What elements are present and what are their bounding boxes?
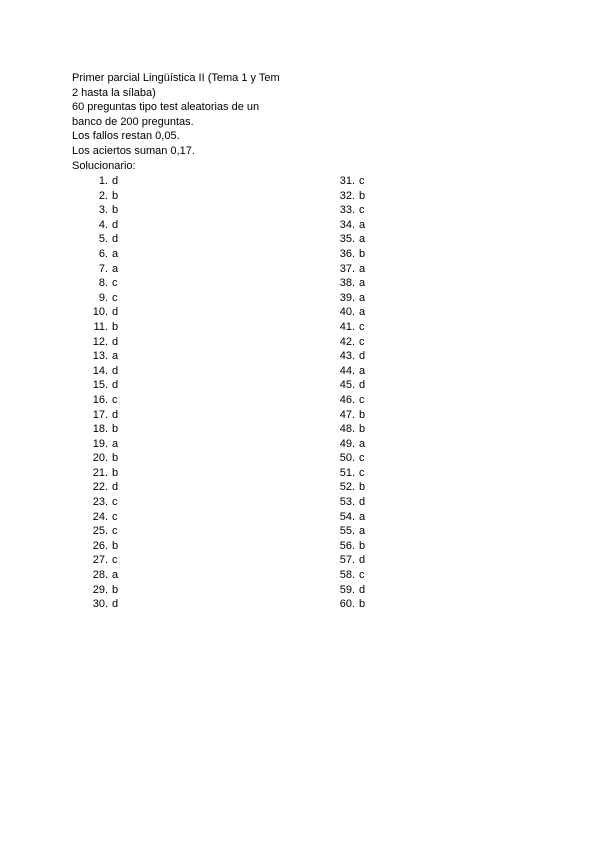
question-number: 51. xyxy=(339,466,355,479)
answer-letter: d xyxy=(112,233,119,246)
answer-row xyxy=(88,349,118,364)
answer-row xyxy=(88,480,118,495)
question-number: 43. xyxy=(339,350,355,363)
answer-letter: d xyxy=(359,583,366,596)
answer-row xyxy=(335,305,365,320)
answer-letter: b xyxy=(359,408,366,421)
answer-row xyxy=(335,232,365,247)
answer-row xyxy=(335,291,365,306)
answer-row xyxy=(335,218,365,233)
answer-row xyxy=(88,335,118,350)
answer-letter: c xyxy=(359,204,365,217)
answer-row xyxy=(88,451,118,466)
question-number: 12. xyxy=(92,335,108,348)
question-number: 6. xyxy=(98,247,108,260)
answer-row xyxy=(335,480,365,495)
question-number: 54. xyxy=(339,510,355,523)
question-number: 52. xyxy=(339,481,355,494)
answer-letter: d xyxy=(112,306,119,319)
penalty-text: Los fallos restan 0,05. xyxy=(72,130,180,143)
answer-row xyxy=(335,349,365,364)
answer-row xyxy=(88,203,118,218)
question-number: 11. xyxy=(93,320,108,333)
answer-row xyxy=(335,422,365,437)
answer-letter: c xyxy=(359,320,365,333)
answer-row xyxy=(335,364,365,379)
answers-column-left xyxy=(88,174,118,612)
answer-row xyxy=(335,335,365,350)
answer-row xyxy=(88,597,118,612)
title-line-2: 2 hasta la sílaba) xyxy=(72,86,156,99)
answer-letter: b xyxy=(112,204,119,217)
answer-letter: a xyxy=(112,350,119,363)
answer-letter: d xyxy=(112,598,119,611)
answer-row xyxy=(88,524,118,539)
question-number: 58. xyxy=(339,569,355,582)
solutions-label: Solucionario: xyxy=(72,159,136,172)
answers-column-right xyxy=(335,174,365,612)
question-number: 44. xyxy=(339,364,355,377)
answer-letter: b xyxy=(112,452,119,465)
question-number: 34. xyxy=(339,218,355,231)
question-number: 7. xyxy=(98,262,108,275)
answer-row xyxy=(335,553,365,568)
question-number: 42. xyxy=(339,335,355,348)
answer-row xyxy=(88,437,118,452)
answer-letter: b xyxy=(112,189,119,202)
question-number: 38. xyxy=(339,277,355,290)
answer-letter: b xyxy=(112,466,119,479)
question-number: 13. xyxy=(92,350,108,363)
question-number: 17. xyxy=(92,408,108,421)
answer-row xyxy=(335,510,365,525)
answer-row xyxy=(88,568,118,583)
answer-row xyxy=(88,174,118,189)
answer-letter: b xyxy=(359,189,366,202)
question-number: 24. xyxy=(92,510,108,523)
question-number: 22. xyxy=(92,481,108,494)
answer-letter: a xyxy=(359,233,366,246)
question-number: 27. xyxy=(92,554,108,567)
answer-letter: b xyxy=(112,423,119,436)
answer-letter: d xyxy=(112,218,119,231)
question-number: 4. xyxy=(98,218,108,231)
answer-letter: c xyxy=(112,277,118,290)
answer-row xyxy=(88,408,118,423)
answer-letter: c xyxy=(359,393,365,406)
question-number: 53. xyxy=(339,496,355,509)
answer-letter: c xyxy=(359,175,365,187)
answer-row xyxy=(88,422,118,437)
answer-letter: d xyxy=(359,554,366,567)
question-number: 56. xyxy=(339,539,355,552)
question-number: 57. xyxy=(339,554,355,567)
question-number: 50. xyxy=(339,452,355,465)
answer-row xyxy=(335,408,365,423)
question-number: 1. xyxy=(98,175,108,187)
answer-letter: c xyxy=(112,393,118,406)
question-number: 19. xyxy=(92,437,108,450)
answer-letter: a xyxy=(359,262,366,275)
document-header xyxy=(72,71,280,173)
question-number: 35. xyxy=(339,233,355,246)
answer-letter: d xyxy=(112,379,119,392)
answer-row xyxy=(88,466,118,481)
answer-letter: c xyxy=(359,569,365,582)
answer-row xyxy=(335,539,365,554)
answer-letter: a xyxy=(359,525,366,538)
answer-row xyxy=(335,524,365,539)
answer-row xyxy=(88,218,118,233)
answer-letter: d xyxy=(359,496,366,509)
answer-letter: a xyxy=(359,218,366,231)
answer-letter: b xyxy=(359,598,366,611)
question-number: 47. xyxy=(339,408,355,421)
answer-row xyxy=(335,597,365,612)
answer-letter: a xyxy=(112,569,119,582)
answer-row xyxy=(88,583,118,598)
answer-row xyxy=(88,291,118,306)
info-line-1: 60 preguntas tipo test aleatorias de un xyxy=(72,101,260,114)
answer-letter: a xyxy=(359,277,366,290)
question-number: 48. xyxy=(339,423,355,436)
answer-row xyxy=(88,510,118,525)
answer-letter: c xyxy=(359,335,365,348)
reward-text: Los aciertos suman 0,17. xyxy=(72,144,195,157)
answer-letter: d xyxy=(359,379,366,392)
question-number: 14. xyxy=(92,364,108,377)
answer-row xyxy=(335,495,365,510)
answer-letter: b xyxy=(359,423,366,436)
question-number: 31. xyxy=(339,175,355,187)
answer-row xyxy=(335,378,365,393)
answer-letter: a xyxy=(359,291,366,304)
answer-letter: a xyxy=(359,437,366,450)
answer-letter: a xyxy=(359,510,366,523)
answer-letter: d xyxy=(112,364,119,377)
answer-letter: b xyxy=(359,481,366,494)
answer-row xyxy=(88,320,118,335)
answer-letter: c xyxy=(359,452,365,465)
answer-row xyxy=(335,437,365,452)
answer-row xyxy=(88,276,118,291)
question-number: 8. xyxy=(98,277,108,290)
question-number: 60. xyxy=(339,598,355,611)
question-number: 55. xyxy=(339,525,355,538)
answer-letter: c xyxy=(112,525,118,538)
question-number: 18. xyxy=(92,423,108,436)
answer-row xyxy=(335,568,365,583)
answer-letter: b xyxy=(112,583,119,596)
question-number: 20. xyxy=(92,452,108,465)
answer-row xyxy=(335,189,365,204)
question-number: 33. xyxy=(339,204,355,217)
answer-row xyxy=(335,451,365,466)
answer-row xyxy=(88,539,118,554)
question-number: 29. xyxy=(92,583,108,596)
answer-letter: b xyxy=(112,320,119,333)
question-number: 49. xyxy=(339,437,355,450)
question-number: 3. xyxy=(98,204,108,217)
question-number: 28. xyxy=(92,569,108,582)
answer-row xyxy=(335,393,365,408)
question-number: 21. xyxy=(92,466,108,479)
answer-letter: c xyxy=(112,291,118,304)
answer-row xyxy=(335,174,365,189)
answer-letter: d xyxy=(112,175,119,187)
answer-row xyxy=(88,232,118,247)
question-number: 40. xyxy=(339,306,355,319)
answer-letter: a xyxy=(359,306,366,319)
answer-letter: a xyxy=(112,247,119,260)
question-number: 36. xyxy=(339,247,355,260)
question-number: 45. xyxy=(339,379,355,392)
answer-row xyxy=(335,203,365,218)
answer-letter: b xyxy=(359,539,366,552)
answer-row xyxy=(335,583,365,598)
answer-letter: c xyxy=(359,466,365,479)
answer-row xyxy=(335,276,365,291)
question-number: 23. xyxy=(92,496,108,509)
answer-letter: a xyxy=(112,437,119,450)
question-number: 41. xyxy=(339,320,355,333)
answer-row xyxy=(335,466,365,481)
answer-row xyxy=(335,247,365,262)
answer-row xyxy=(88,378,118,393)
answer-letter: a xyxy=(112,262,119,275)
answer-row xyxy=(88,495,118,510)
answer-row xyxy=(88,262,118,277)
question-number: 16. xyxy=(92,393,108,406)
question-number: 37. xyxy=(339,262,355,275)
question-number: 9. xyxy=(98,291,108,304)
answer-row xyxy=(88,364,118,379)
question-number: 26. xyxy=(92,539,108,552)
answer-letter: c xyxy=(112,510,118,523)
answer-letter: c xyxy=(112,554,118,567)
title-line-1: Primer parcial Lingüística II (Tema 1 y Tem xyxy=(72,72,280,84)
question-number: 10. xyxy=(92,306,108,319)
answer-letter: a xyxy=(359,364,366,377)
question-number: 39. xyxy=(339,291,355,304)
answer-letter: d xyxy=(112,408,119,421)
question-number: 2. xyxy=(98,189,108,202)
question-number: 5. xyxy=(98,233,108,246)
question-number: 32. xyxy=(339,189,355,202)
answer-letter: d xyxy=(112,481,119,494)
question-number: 46. xyxy=(339,393,355,406)
answer-letter: d xyxy=(112,335,119,348)
question-number: 30. xyxy=(92,598,108,611)
info-line-2: banco de 200 preguntas. xyxy=(72,115,194,128)
question-number: 25. xyxy=(92,525,108,538)
answer-row xyxy=(88,553,118,568)
answer-letter: d xyxy=(359,350,366,363)
answer-letter: b xyxy=(112,539,119,552)
answer-row xyxy=(335,262,365,277)
answer-row xyxy=(88,247,118,262)
answer-row xyxy=(335,320,365,335)
answer-row xyxy=(88,189,118,204)
answer-row xyxy=(88,393,118,408)
question-number: 59. xyxy=(339,583,355,596)
answer-letter: b xyxy=(359,247,366,260)
answer-row xyxy=(88,305,118,320)
question-number: 15. xyxy=(92,379,108,392)
answer-letter: c xyxy=(112,496,118,509)
